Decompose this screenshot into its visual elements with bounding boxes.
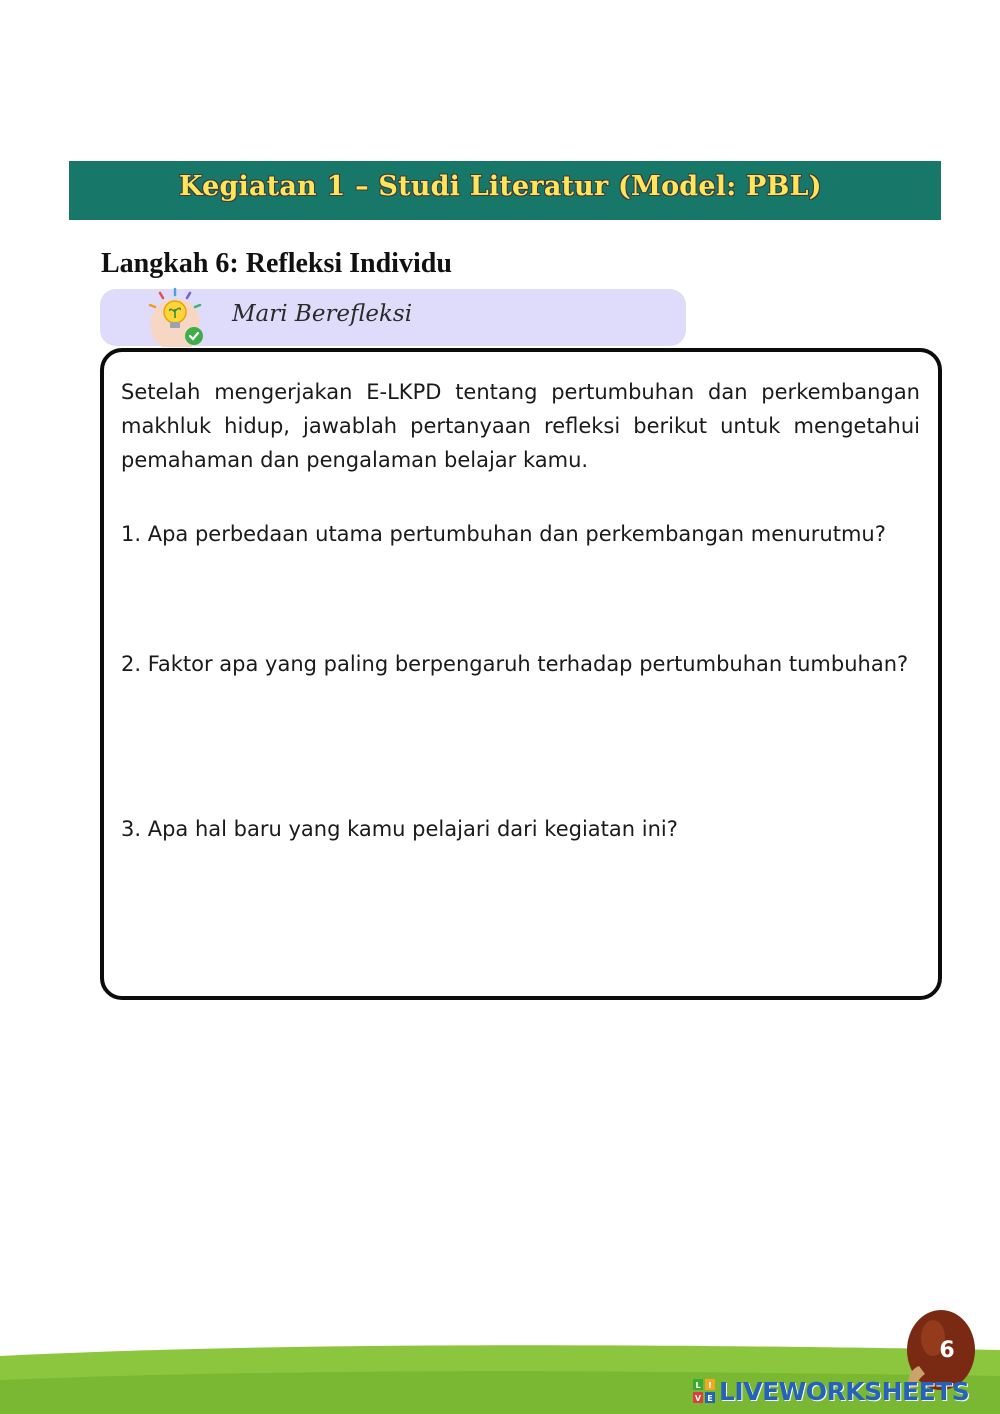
liveworksheets-mark-icon (692, 1378, 716, 1404)
liveworksheets-logo[interactable] (692, 1374, 969, 1408)
question-2: 2. Faktor apa yang paling berpengaruh terhadap pertumbuhan tumbuhan? (121, 652, 909, 676)
lw-mark-letter: E (707, 1394, 713, 1403)
question-3: 3. Apa hal baru yang kamu pelajari dari kegiatan ini? (121, 817, 678, 841)
section-label: Mari Berefleksi (232, 301, 413, 327)
activity-banner (69, 161, 941, 220)
page-number: 6 (939, 1338, 955, 1363)
reflection-card (100, 348, 942, 1000)
banner-title: Kegiatan 1 – Studi Literatur (Model: PBL) (179, 171, 822, 202)
lw-mark-letter: L (695, 1381, 701, 1390)
question-1: 1. Apa perbedaan utama pertumbuhan dan perkembangan menurutmu? (121, 522, 886, 546)
step-heading: Langkah 6: Refleksi Individu (101, 248, 452, 279)
liveworksheets-wordmark: LIVEWORKSHEETS (719, 1376, 970, 1406)
reflection-intro: Setelah mengerjakan E-LKPD tentang pertumbuhan dan perkembangan makhluk hidup, jawablah pertanyaan refleksi berikut untuk mengetahui pemahaman dan pengalaman belajar kamu. (121, 380, 920, 472)
lw-mark-letter: V (694, 1394, 702, 1403)
section-pill (100, 289, 686, 346)
lightbulb-head-icon (140, 281, 210, 351)
lw-mark-letter: I (708, 1381, 712, 1390)
